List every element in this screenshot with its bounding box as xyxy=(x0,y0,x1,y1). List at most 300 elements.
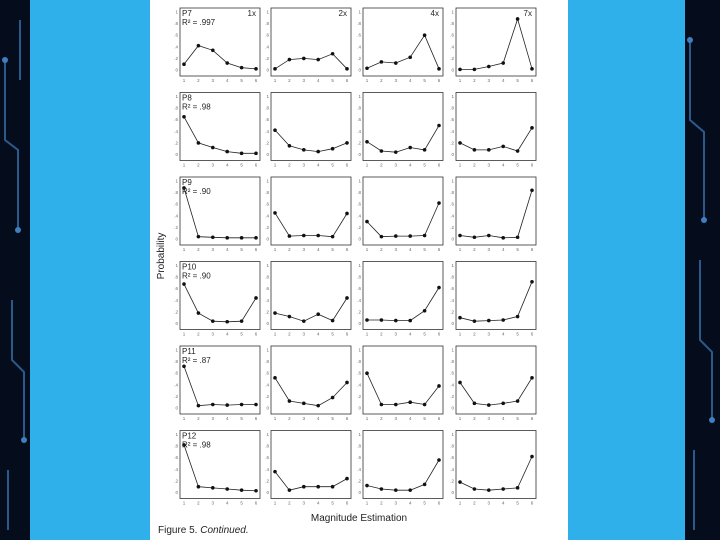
y-tick-label: .8 xyxy=(450,359,454,365)
x-tick-label: 5 xyxy=(240,78,243,83)
x-tick-label: 3 xyxy=(487,162,491,168)
data-point xyxy=(302,148,306,152)
x-tick-label: 5 xyxy=(331,247,334,252)
x-tick-label: 4 xyxy=(316,331,320,337)
y-tick-label: .4 xyxy=(357,382,361,388)
data-point xyxy=(254,296,258,300)
y-tick-label: 1 xyxy=(266,9,269,15)
data-point xyxy=(316,485,320,489)
data-point xyxy=(345,296,349,300)
y-tick-label: .2 xyxy=(174,309,178,315)
y-tick-label: 0 xyxy=(451,67,454,73)
data-point xyxy=(365,484,369,488)
data-point xyxy=(316,150,320,154)
x-tick-label: 1 xyxy=(458,162,462,168)
y-tick-label: .6 xyxy=(357,32,361,38)
y-tick-label: .6 xyxy=(450,455,454,461)
y-tick-label: .4 xyxy=(174,382,178,388)
x-tick-label: 1 xyxy=(458,247,462,252)
y-tick-label: .4 xyxy=(265,297,269,303)
data-point xyxy=(345,381,349,385)
column-title-7x: 7x xyxy=(523,9,532,18)
data-point xyxy=(331,485,335,489)
x-tick-label: 3 xyxy=(487,331,491,337)
y-tick-label: 0 xyxy=(266,67,269,73)
data-point xyxy=(458,480,462,484)
data-point xyxy=(380,403,384,407)
x-tick-label: 5 xyxy=(516,247,519,252)
y-tick-label: 1 xyxy=(175,9,178,15)
x-tick-label: 5 xyxy=(516,162,519,168)
panel-frame xyxy=(456,431,536,499)
data-point xyxy=(240,403,244,407)
y-tick-label: .4 xyxy=(357,213,361,219)
y-tick-label: .2 xyxy=(174,478,178,484)
y-tick-label: .6 xyxy=(357,117,361,123)
data-point xyxy=(487,403,491,407)
data-point xyxy=(302,485,306,489)
series-line xyxy=(460,190,532,238)
x-tick-label: 1 xyxy=(458,500,462,506)
x-tick-label: 3 xyxy=(211,500,215,506)
y-tick-label: .6 xyxy=(265,370,269,376)
y-tick-label: 1 xyxy=(266,178,269,184)
x-tick-label: 1 xyxy=(273,78,277,83)
y-tick-label: .2 xyxy=(357,309,361,315)
y-tick-label: .2 xyxy=(357,224,361,230)
panel-P12-1x xyxy=(174,431,260,506)
data-point xyxy=(254,236,258,240)
series-line xyxy=(367,288,439,321)
panel-frame xyxy=(363,431,443,499)
y-tick-label: .4 xyxy=(357,297,361,303)
series-line xyxy=(275,472,347,491)
data-point xyxy=(316,234,320,238)
y-tick-label: 1 xyxy=(358,178,361,184)
x-tick-label: 2 xyxy=(473,247,476,252)
x-tick-label: 6 xyxy=(254,78,258,83)
y-tick-label: 1 xyxy=(175,263,178,268)
y-tick-label: .4 xyxy=(174,297,178,303)
data-point xyxy=(225,403,229,407)
data-point xyxy=(345,477,349,481)
data-point xyxy=(530,376,534,380)
data-point xyxy=(408,234,412,238)
data-point xyxy=(288,144,292,148)
x-tick-label: 6 xyxy=(345,247,349,252)
circuit-node xyxy=(701,217,707,223)
data-point xyxy=(273,376,277,380)
x-tick-label: 6 xyxy=(345,500,349,506)
y-tick-label: .6 xyxy=(265,286,269,292)
panel-frame xyxy=(271,8,351,76)
data-point xyxy=(516,235,520,239)
y-tick-label: .8 xyxy=(174,190,178,196)
x-tick-label: 6 xyxy=(254,247,258,252)
data-point xyxy=(423,148,427,152)
series-line xyxy=(367,203,439,237)
y-tick-label: .8 xyxy=(357,21,361,27)
x-tick-label: 3 xyxy=(487,247,491,252)
y-tick-label: 1 xyxy=(266,94,269,99)
x-tick-label: 4 xyxy=(501,162,505,168)
r-squared-label: R² = .98 xyxy=(182,440,211,450)
panel-frame xyxy=(456,177,536,245)
x-tick-label: 2 xyxy=(473,416,476,421)
data-point xyxy=(473,402,477,406)
data-point xyxy=(225,150,229,154)
y-tick-label: .2 xyxy=(265,478,269,484)
y-tick-label: .8 xyxy=(450,190,454,196)
data-point xyxy=(302,319,306,323)
x-tick-label: 4 xyxy=(408,78,412,83)
panel-frame xyxy=(363,93,443,161)
column-title-1x: 1x xyxy=(247,9,256,18)
y-tick-label: 1 xyxy=(175,347,178,353)
r-squared-label: R² = .98 xyxy=(182,102,211,112)
x-tick-label: 4 xyxy=(316,500,320,506)
y-tick-label: 1 xyxy=(175,94,178,99)
data-point xyxy=(516,399,520,403)
x-tick-label: 1 xyxy=(273,331,277,337)
x-tick-label: 2 xyxy=(197,78,200,83)
x-tick-label: 4 xyxy=(316,247,320,252)
x-tick-label: 2 xyxy=(473,331,476,337)
data-point xyxy=(487,319,491,323)
panel-frame xyxy=(456,93,536,161)
data-point xyxy=(501,487,505,491)
data-point xyxy=(345,212,349,216)
x-tick-label: 5 xyxy=(516,331,519,337)
x-tick-label: 3 xyxy=(394,247,398,252)
y-tick-label: 0 xyxy=(358,321,361,326)
panel-P7-7x xyxy=(450,8,536,83)
y-tick-label: .6 xyxy=(357,370,361,376)
y-tick-label: .4 xyxy=(450,297,454,303)
y-tick-label: .2 xyxy=(450,478,454,484)
y-tick-label: .8 xyxy=(450,105,454,111)
x-tick-label: 1 xyxy=(458,78,462,83)
data-point xyxy=(302,234,306,238)
series-line xyxy=(460,128,532,151)
data-point xyxy=(273,470,277,474)
data-point xyxy=(380,60,384,64)
y-tick-label: .4 xyxy=(450,466,454,472)
y-tick-label: 0 xyxy=(266,321,269,326)
data-point xyxy=(345,67,349,71)
y-tick-label: 1 xyxy=(266,347,269,353)
data-point xyxy=(516,486,520,490)
column-title-4x: 4x xyxy=(430,9,439,18)
data-point xyxy=(380,235,384,239)
data-point xyxy=(331,52,335,56)
panel-P11-1x xyxy=(174,346,260,421)
x-tick-label: 3 xyxy=(487,416,491,421)
y-tick-label: .4 xyxy=(450,44,454,50)
x-tick-label: 6 xyxy=(437,416,441,421)
x-tick-label: 6 xyxy=(530,331,534,337)
y-tick-label: .8 xyxy=(450,443,454,449)
panel-P8-4x xyxy=(357,93,443,168)
x-tick-label: 4 xyxy=(225,162,229,168)
data-point xyxy=(365,371,369,375)
data-point xyxy=(365,140,369,144)
x-tick-label: 5 xyxy=(331,78,334,83)
data-point xyxy=(345,141,349,145)
data-point xyxy=(380,487,384,491)
data-point xyxy=(423,33,427,37)
panel-P11-7x xyxy=(450,346,536,421)
data-point xyxy=(530,455,534,459)
series-line xyxy=(367,373,439,404)
x-tick-label: 5 xyxy=(516,416,519,421)
y-tick-label: .6 xyxy=(450,32,454,38)
y-tick-label: .4 xyxy=(265,382,269,388)
series-line xyxy=(367,460,439,490)
series-line xyxy=(184,46,256,69)
data-point xyxy=(197,404,201,408)
x-tick-label: 1 xyxy=(273,247,277,252)
data-point xyxy=(273,311,277,315)
circuit-node xyxy=(21,437,27,443)
y-tick-label: .8 xyxy=(357,359,361,365)
data-point xyxy=(394,488,398,492)
x-tick-label: 1 xyxy=(458,416,462,421)
y-tick-label: .2 xyxy=(450,309,454,315)
panel-P12-2x xyxy=(265,431,351,506)
y-tick-label: .2 xyxy=(357,55,361,61)
data-point xyxy=(365,318,369,322)
x-tick-label: 6 xyxy=(345,78,349,83)
x-tick-label: 1 xyxy=(365,416,369,421)
data-point xyxy=(437,286,441,290)
panel-frame xyxy=(271,93,351,161)
data-point xyxy=(240,319,244,323)
small-multiples-chart xyxy=(150,0,568,540)
x-tick-label: 2 xyxy=(380,162,383,168)
y-tick-label: .4 xyxy=(265,44,269,50)
panel-frame xyxy=(363,262,443,330)
x-tick-label: 3 xyxy=(394,416,398,421)
x-tick-label: 5 xyxy=(331,500,334,506)
x-tick-label: 4 xyxy=(501,416,505,421)
panel-P11-2x xyxy=(265,346,351,421)
y-tick-label: .4 xyxy=(450,128,454,134)
panel-P7-2x xyxy=(265,8,351,83)
x-tick-label: 3 xyxy=(394,78,398,83)
y-tick-label: 1 xyxy=(266,432,269,437)
x-tick-label: 4 xyxy=(316,416,320,421)
x-tick-label: 2 xyxy=(197,331,200,337)
data-point xyxy=(273,67,277,71)
y-tick-label: .4 xyxy=(174,213,178,219)
x-tick-label: 4 xyxy=(225,500,229,506)
x-tick-label: 6 xyxy=(254,416,258,421)
data-point xyxy=(423,309,427,313)
x-tick-label: 2 xyxy=(288,162,291,168)
panel-P9-2x xyxy=(265,177,351,252)
data-point xyxy=(211,486,215,490)
data-point xyxy=(316,312,320,316)
x-tick-label: 3 xyxy=(394,331,398,337)
circuit-node xyxy=(15,227,21,233)
y-tick-label: .2 xyxy=(357,393,361,399)
y-tick-label: 0 xyxy=(175,490,178,495)
data-point xyxy=(530,188,534,192)
x-tick-label: 3 xyxy=(302,500,306,506)
data-point xyxy=(487,65,491,69)
data-point xyxy=(197,235,201,239)
x-tick-label: 6 xyxy=(437,331,441,337)
x-tick-label: 2 xyxy=(380,78,383,83)
y-tick-label: .2 xyxy=(174,393,178,399)
y-tick-label: .8 xyxy=(265,105,269,111)
r-squared-label: R² = .90 xyxy=(182,187,211,196)
data-point xyxy=(501,402,505,406)
data-point xyxy=(365,220,369,224)
y-tick-label: 1 xyxy=(358,9,361,15)
panel-P10-4x xyxy=(357,262,443,337)
data-point xyxy=(240,66,244,70)
y-tick-label: 0 xyxy=(451,152,454,157)
y-tick-label: .4 xyxy=(174,128,178,134)
data-point xyxy=(501,145,505,149)
x-tick-label: 2 xyxy=(380,331,383,337)
x-tick-label: 4 xyxy=(225,247,229,252)
x-tick-label: 2 xyxy=(288,416,291,421)
data-point xyxy=(501,318,505,322)
y-tick-label: .6 xyxy=(174,32,178,38)
y-tick-label: .2 xyxy=(174,224,178,230)
data-point xyxy=(197,44,201,48)
r-squared-label: R² = .997 xyxy=(182,18,216,27)
y-tick-label: .4 xyxy=(174,466,178,472)
circuit-node xyxy=(709,417,715,423)
data-point xyxy=(331,235,335,239)
x-tick-label: 2 xyxy=(473,78,476,83)
y-tick-label: .8 xyxy=(265,443,269,449)
panel-frame xyxy=(363,346,443,414)
x-tick-label: 6 xyxy=(254,331,258,337)
panel-frame xyxy=(271,262,351,330)
x-tick-label: 6 xyxy=(437,500,441,506)
y-tick-label: 0 xyxy=(175,405,178,411)
y-tick-label: 1 xyxy=(451,94,454,99)
data-point xyxy=(211,319,215,323)
x-tick-label: 6 xyxy=(530,247,534,252)
x-tick-label: 1 xyxy=(458,331,462,337)
series-line xyxy=(184,284,256,322)
data-point xyxy=(516,17,520,21)
data-point xyxy=(240,488,244,492)
data-point xyxy=(316,404,320,408)
panel-frame xyxy=(271,177,351,245)
x-tick-label: 6 xyxy=(254,500,258,506)
panel-frame xyxy=(363,177,443,245)
data-point xyxy=(423,403,427,407)
y-tick-label: .4 xyxy=(450,382,454,388)
y-tick-label: 0 xyxy=(266,405,269,411)
data-point xyxy=(197,141,201,145)
series-line xyxy=(460,378,532,405)
y-tick-label: .6 xyxy=(174,370,178,376)
data-point xyxy=(423,483,427,487)
y-tick-label: 0 xyxy=(451,321,454,326)
participant-label: P8 xyxy=(182,93,192,103)
y-tick-label: .8 xyxy=(357,443,361,449)
data-point xyxy=(288,488,292,492)
data-point xyxy=(437,458,441,462)
y-tick-label: .8 xyxy=(357,274,361,280)
y-tick-label: .6 xyxy=(265,117,269,123)
x-tick-label: 4 xyxy=(316,78,320,83)
panel-P8-7x xyxy=(450,93,536,168)
y-tick-label: 0 xyxy=(358,405,361,411)
panel-P7-1x xyxy=(174,8,260,83)
x-tick-label: 5 xyxy=(423,416,426,421)
data-point xyxy=(254,403,258,407)
series-line xyxy=(460,19,532,69)
x-tick-label: 4 xyxy=(501,78,505,83)
series-line xyxy=(367,35,439,69)
data-point xyxy=(254,67,258,71)
data-point xyxy=(211,403,215,407)
series-line xyxy=(275,213,347,237)
data-point xyxy=(394,403,398,407)
data-point xyxy=(240,152,244,156)
y-tick-label: .8 xyxy=(265,274,269,280)
circuit-node xyxy=(2,57,8,63)
y-axis-label: Probability xyxy=(156,232,167,280)
data-point xyxy=(458,316,462,320)
y-tick-label: 0 xyxy=(175,321,178,326)
panel-frame xyxy=(271,431,351,499)
data-point xyxy=(530,280,534,284)
y-tick-label: 0 xyxy=(451,490,454,495)
y-tick-label: .4 xyxy=(357,44,361,50)
y-tick-label: 1 xyxy=(358,347,361,353)
series-line xyxy=(184,445,256,491)
data-point xyxy=(302,57,306,61)
x-tick-label: 4 xyxy=(501,500,505,506)
y-tick-label: .6 xyxy=(357,201,361,207)
r-squared-label: R² = .90 xyxy=(182,271,211,281)
y-tick-label: .4 xyxy=(174,44,178,50)
x-tick-label: 5 xyxy=(331,331,334,337)
x-tick-label: 2 xyxy=(288,331,291,337)
y-tick-label: .2 xyxy=(357,478,361,484)
y-tick-label: .2 xyxy=(265,55,269,61)
left-blue-band xyxy=(30,0,150,540)
x-tick-label: 2 xyxy=(288,500,291,506)
x-tick-label: 5 xyxy=(423,331,426,337)
y-tick-label: 0 xyxy=(175,67,178,73)
x-tick-label: 4 xyxy=(408,331,412,337)
x-tick-label: 5 xyxy=(240,500,243,506)
x-tick-label: 1 xyxy=(365,162,369,168)
x-tick-label: 4 xyxy=(225,331,229,337)
x-tick-label: 1 xyxy=(273,162,277,168)
data-point xyxy=(288,58,292,62)
x-tick-label: 4 xyxy=(408,416,412,421)
panel-P10-2x xyxy=(265,262,351,337)
panel-frame xyxy=(456,346,536,414)
data-point xyxy=(302,402,306,406)
y-tick-label: .2 xyxy=(450,55,454,61)
data-point xyxy=(394,61,398,65)
data-point xyxy=(530,126,534,130)
data-point xyxy=(331,319,335,323)
